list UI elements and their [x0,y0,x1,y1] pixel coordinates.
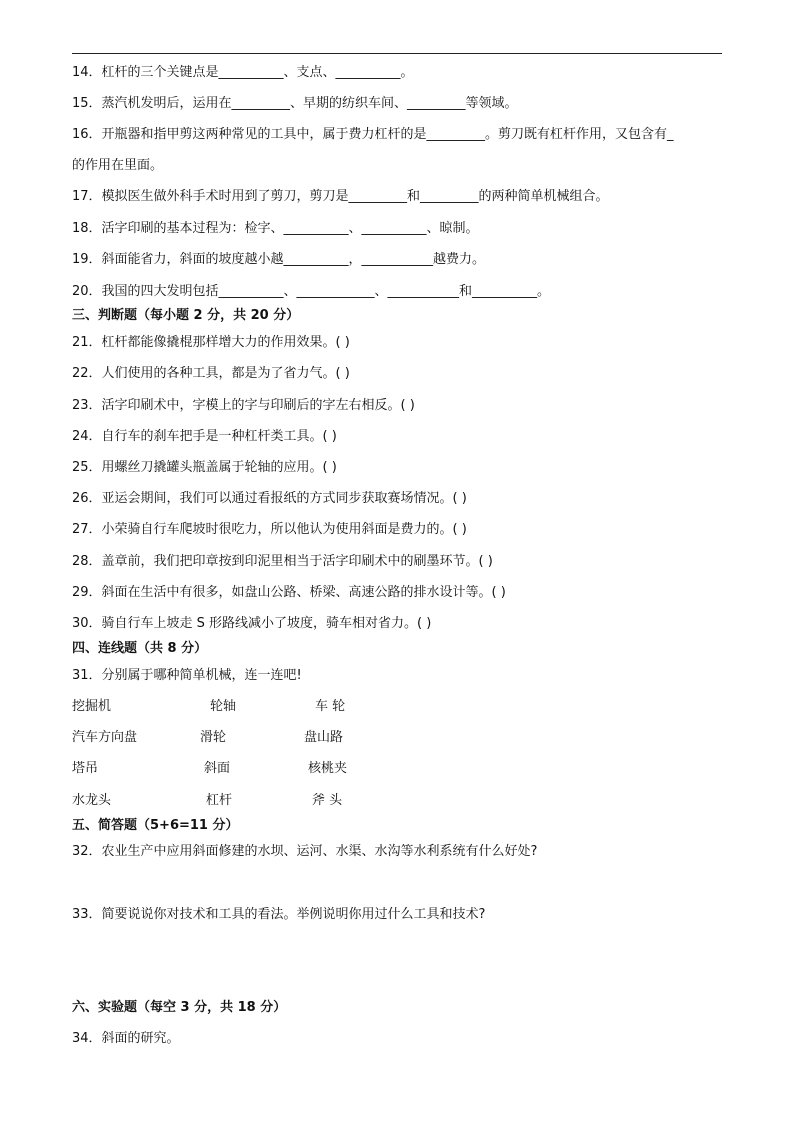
match-middle-item: 滑轮 [200,730,227,745]
question-14: 14．杠杆的三个关键点是__________、支点、__________。 [72,65,414,80]
section-title-short-answer: 五、简答题（5+6=11 分） [72,818,239,833]
question-21: 21．杠杆都能像撬棍那样增大力的作用效果。( ) [72,335,350,350]
question-16-line-2: 的作用在里面。 [72,158,164,173]
question-19: 19．斜面能省力，斜面的坡度越小越__________，___________越费力。 [72,252,486,267]
question-32: 32．农业生产中应用斜面修建的水坝、运河、水渠、水沟等水利系统有什么好处? [72,844,538,859]
question-26: 26．亚运会期间，我们可以通过看报纸的方式同步获取赛场情况。( ) [72,491,467,506]
question-33: 33．简要说说你对技术和工具的看法。举例说明你用过什么工具和技术? [72,907,486,922]
section-title-judgment: 三、判断题（每小题 2 分，共 20 分） [72,308,300,323]
question-23: 23．活字印刷术中，字模上的字与印刷后的字左右相反。( ) [72,398,415,413]
match-left-item: 塔吊 [72,761,99,776]
match-middle-item: 斜面 [204,761,231,776]
question-25: 25．用螺丝刀撬罐头瓶盖属于轮轴的应用。( ) [72,460,337,475]
question-17: 17．模拟医生做外科手术时用到了剪刀，剪刀是_________和_________的两种简单机械组合。 [72,189,609,204]
question-31: 31．分别属于哪种简单机械，连一连吧! [72,668,302,683]
match-right-item: 斧 头 [312,793,343,808]
match-left-item: 汽车方向盘 [72,730,138,745]
question-29: 29．斜面在生活中有很多，如盘山公路、桥梁、高速公路的排水设计等。( ) [72,585,506,600]
match-left-item: 挖掘机 [72,699,112,714]
question-18: 18．活字印刷的基本过程为：检字、__________、__________、晾制。 [72,221,479,236]
header-rule [72,53,722,54]
section-title-matching: 四、连线题（共 8 分） [72,641,208,656]
question-34: 34．斜面的研究。 [72,1031,180,1046]
match-middle-item: 杠杆 [206,793,233,808]
match-right-item: 车 轮 [315,699,346,714]
question-16-line-1: 16．开瓶器和指甲剪这两种常见的工具中，属于费力杠杆的是_________。剪刀既有杠杆作用，又包含有_ [72,127,674,142]
question-20: 20．我国的四大发明包括__________、____________、___________和__________。 [72,284,551,299]
question-22: 22．人们使用的各种工具，都是为了省力气。( ) [72,366,350,381]
match-right-item: 核桃夹 [308,761,348,776]
match-right-item: 盘山路 [304,730,344,745]
section-title-experiment: 六、实验题（每空 3 分，共 18 分） [72,1000,287,1015]
match-middle-item: 轮轴 [210,699,237,714]
question-30: 30．骑自行车上坡走 S 形路线减小了坡度，骑车相对省力。( ) [72,616,432,631]
question-27: 27．小荣骑自行车爬坡时很吃力，所以他认为使用斜面是费力的。( ) [72,522,467,537]
question-15: 15．蒸汽机发明后，运用在_________、早期的纺织车间、_________等领域。 [72,96,518,111]
match-left-item: 水龙头 [72,793,112,808]
question-28: 28．盖章前，我们把印章按到印泥里相当于活字印刷术中的刷墨环节。( ) [72,554,493,569]
question-24: 24．自行车的刹车把手是一种杠杆类工具。( ) [72,429,337,444]
